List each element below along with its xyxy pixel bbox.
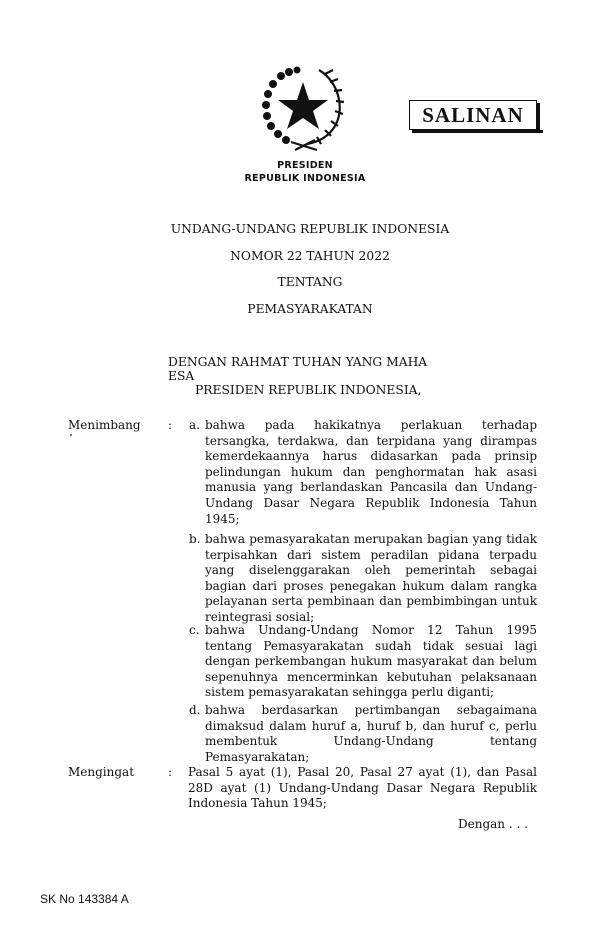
law-title: UNDANG-UNDANG REPUBLIK INDONESIA	[170, 222, 450, 236]
item-marker: b.	[189, 532, 201, 546]
mengingat-text: Pasal 5 ayat (1), Pasal 20, Pasal 27 ayat (1), dan Pasal 28D ayat (1) Undang-Undang Dasar Negara Republik Indonesia Tahun 1945;	[188, 765, 537, 811]
stray-mark	[70, 434, 72, 436]
menimbang-item-a	[189, 418, 537, 527]
law-subject: PEMASYARAKATAN	[247, 302, 373, 316]
blessing-line: DENGAN RAHMAT TUHAN YANG MAHA ESA	[168, 355, 428, 383]
mengingat-label: Mengingat	[68, 765, 135, 779]
president-line: PRESIDEN REPUBLIK INDONESIA,	[195, 383, 422, 397]
law-about: TENTANG	[277, 275, 343, 289]
page-continuation: Dengan . . .	[458, 817, 528, 831]
item-text: bahwa pemasyarakatan merupakan bagian yang tidak terpisahkan dari sistem peradilan pidana terpadu yang diselenggarakan oleh pemerintah sebagai bagian dari proses penegakan hukum dalam rangka pelayanan serta pembinaan dan pembimbingan untuk reintegrasi sosial;	[205, 532, 537, 624]
presidential-emblem-icon	[255, 64, 355, 152]
item-marker: c.	[189, 623, 200, 637]
menimbang-label: Menimbang	[68, 418, 141, 432]
copy-stamp: SALINAN	[409, 100, 537, 130]
issuer-title: PRESIDEN	[277, 160, 333, 171]
item-marker: d.	[189, 703, 201, 717]
law-number: NOMOR 22 TAHUN 2022	[230, 249, 390, 263]
item-text: bahwa Undang-Undang Nomor 12 Tahun 1995 tentang Pemasyarakatan sudah tidak sesuai lagi dengan perkembangan hukum masyarakat dan belum sepenuhnya mencerminkan kebutuhan pelaksanaan sistem pemasyarakatan sehingga perlu diganti;	[205, 623, 537, 700]
menimbang-item-b	[189, 532, 537, 626]
item-text: bahwa berdasarkan pertimbangan sebagaimana dimaksud dalam huruf a, huruf b, dan huruf c, perlu membentuk Undang-Undang tentang Pemasyarakatan;	[205, 703, 537, 764]
mengingat-colon: :	[168, 765, 173, 779]
item-text: bahwa pada hakikatnya perlakuan terhadap tersangka, terdakwa, dan terpidana yang dirampas kemerdekaannya harus didasarkan pada prinsip pelindungan hukum dan penghormatan hak asasi manusia yang berlandaskan Pancasila dan Undang-Undang Dasar Negara Republik Indonesia Tahun 1945;	[205, 418, 537, 526]
issuer-country: REPUBLIK INDONESIA	[244, 173, 366, 184]
item-marker: a.	[189, 418, 200, 432]
menimbang-colon: :	[168, 418, 173, 432]
menimbang-item-d	[189, 703, 537, 765]
document-serial: SK No 143384 A	[40, 892, 129, 906]
menimbang-item-c	[189, 623, 537, 701]
